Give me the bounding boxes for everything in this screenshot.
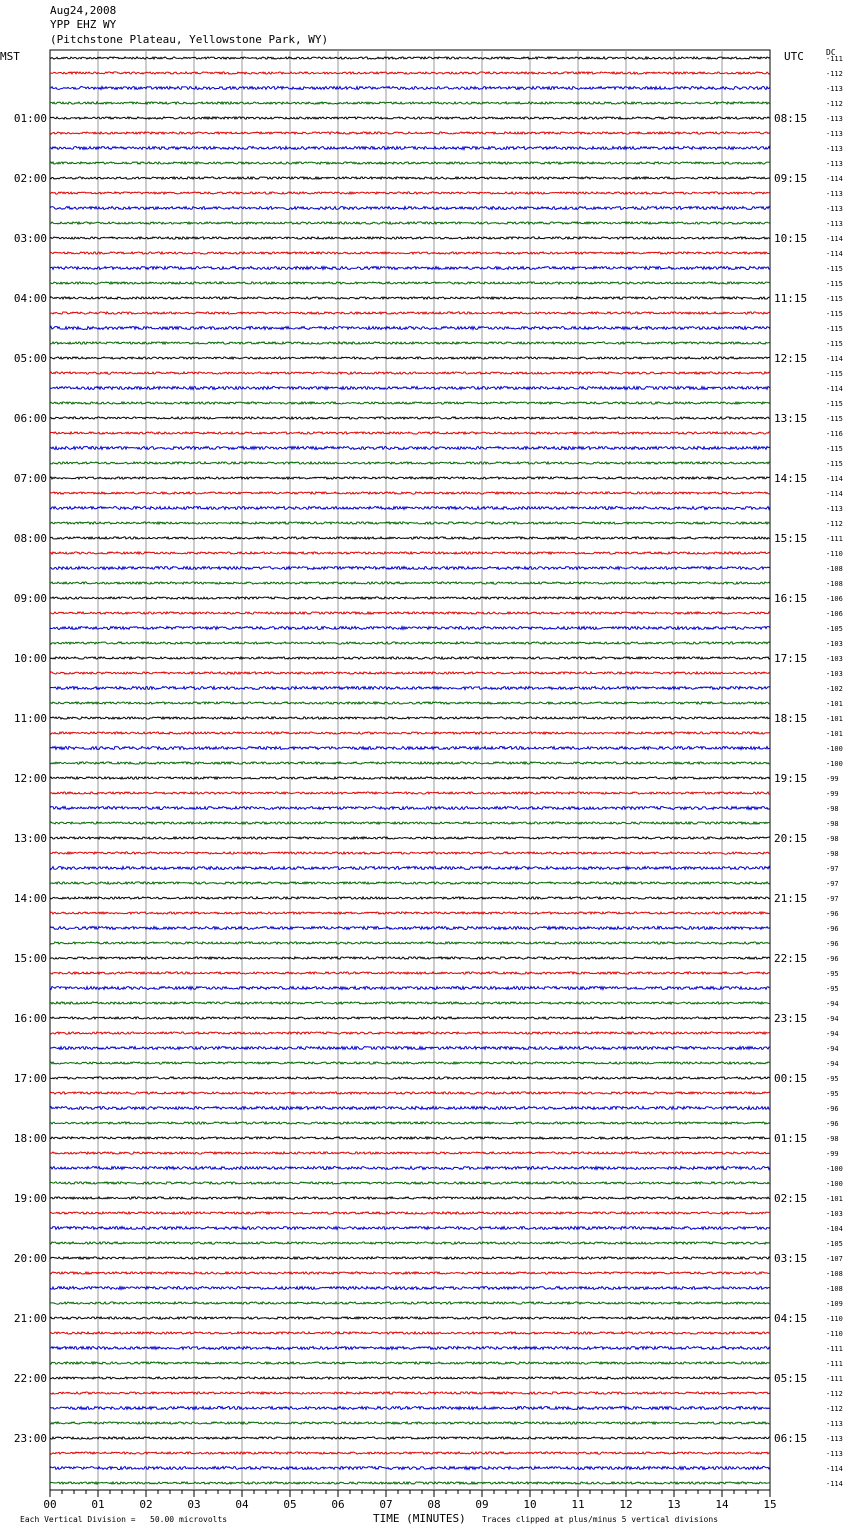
x-tick-label: 03: [187, 1498, 201, 1511]
trace-line: [50, 252, 770, 254]
dc-offset-label: -104: [826, 1225, 843, 1233]
dc-offset-label: -111: [826, 55, 843, 63]
trace-line: [50, 1467, 770, 1470]
mst-hour-label: 20:00: [13, 1252, 47, 1265]
dc-offset-label: -98: [826, 805, 839, 813]
dc-offset-label: -114: [826, 490, 843, 498]
trace-line: [50, 1392, 770, 1394]
dc-offset-label: -94: [826, 1000, 839, 1008]
plot-station: YPP EHZ WY: [50, 18, 117, 31]
trace-line: [50, 687, 770, 690]
trace-line: [50, 1212, 770, 1214]
trace-line: [50, 342, 770, 344]
dc-offset-label: -103: [826, 1210, 843, 1218]
utc-hour-label: 13:15: [774, 412, 808, 425]
utc-hour-label: 10:15: [774, 232, 808, 245]
dc-offset-label: -111: [826, 535, 843, 543]
utc-hour-label: 02:15: [774, 1192, 808, 1205]
trace-line: [50, 132, 770, 134]
dc-offset-header: DC: [826, 48, 836, 57]
left-timezone-label: MST: [0, 50, 20, 63]
dc-offset-label: -108: [826, 1270, 843, 1278]
mst-hour-label: 22:00: [13, 1372, 47, 1385]
dc-offset-label: -115: [826, 400, 843, 408]
dc-offset-label: -113: [826, 160, 843, 168]
dc-offset-label: -97: [826, 865, 839, 873]
trace-line: [50, 357, 770, 359]
trace-line: [50, 1032, 770, 1034]
dc-offset-label: -96: [826, 925, 839, 933]
trace-line: [50, 297, 770, 299]
dc-offset-label: -94: [826, 1045, 839, 1053]
dc-offset-label: -98: [826, 835, 839, 843]
dc-offset-label: -114: [826, 475, 843, 483]
dc-offset-label: -113: [826, 130, 843, 138]
trace-line: [50, 567, 770, 570]
dc-offset-label: -114: [826, 235, 843, 243]
mst-hour-label: 14:00: [13, 892, 47, 905]
trace-line: [50, 822, 770, 824]
trace-line: [50, 762, 770, 764]
dc-offset-label: -108: [826, 1285, 843, 1293]
dc-offset-label: -108: [826, 565, 843, 573]
dc-offset-label: -114: [826, 1465, 843, 1473]
mst-hour-label: 01:00: [13, 112, 47, 125]
utc-hour-label: 05:15: [774, 1372, 808, 1385]
dc-offset-label: -100: [826, 745, 843, 753]
x-tick-label: 11: [571, 1498, 585, 1511]
trace-line: [50, 1227, 770, 1230]
trace-line: [50, 237, 770, 239]
trace-line: [50, 882, 770, 884]
dc-offset-label: -112: [826, 1390, 843, 1398]
x-tick-label: 06: [331, 1498, 345, 1511]
x-tick-label: 00: [43, 1498, 57, 1511]
mst-hour-label: 06:00: [13, 412, 47, 425]
x-tick-label: 08: [427, 1498, 441, 1511]
trace-line: [50, 447, 770, 450]
mst-hour-label: 16:00: [13, 1012, 47, 1025]
mst-hour-label: 11:00: [13, 712, 47, 725]
dc-offset-label: -113: [826, 505, 843, 513]
dc-offset-label: -113: [826, 115, 843, 123]
dc-offset-label: -115: [826, 310, 843, 318]
trace-line: [50, 87, 770, 90]
dc-offset-label: -112: [826, 70, 843, 78]
dc-offset-label: -95: [826, 1075, 839, 1083]
trace-line: [50, 267, 770, 270]
dc-offset-label: -101: [826, 730, 843, 738]
dc-offset-label: -114: [826, 355, 843, 363]
x-tick-label: 13: [667, 1498, 681, 1511]
trace-line: [50, 1317, 770, 1319]
trace-line: [50, 672, 770, 674]
trace-line: [50, 852, 770, 854]
dc-offset-label: -100: [826, 1180, 843, 1188]
trace-line: [50, 717, 770, 719]
dc-offset-label: -115: [826, 370, 843, 378]
plot-location: (Pitchstone Plateau, Yellowstone Park, WY): [50, 33, 329, 46]
clip-note: Traces clipped at plus/minus 5 vertical divisions: [482, 1515, 719, 1524]
trace-line: [50, 987, 770, 990]
trace-line: [50, 912, 770, 914]
trace-line: [50, 927, 770, 930]
mst-hour-label: 17:00: [13, 1072, 47, 1085]
dc-offset-label: -110: [826, 1330, 843, 1338]
trace-line: [50, 327, 770, 330]
dc-offset-label: -95: [826, 1090, 839, 1098]
trace-line: [50, 402, 770, 404]
trace-line: [50, 1137, 770, 1139]
utc-hour-label: 08:15: [774, 112, 808, 125]
mst-hour-label: 18:00: [13, 1132, 47, 1145]
trace-line: [50, 522, 770, 524]
trace-line: [50, 372, 770, 374]
dc-offset-label: -113: [826, 1435, 843, 1443]
dc-offset-label: -96: [826, 910, 839, 918]
dc-offset-label: -101: [826, 700, 843, 708]
dc-offset-label: -94: [826, 1060, 839, 1068]
utc-hour-label: 20:15: [774, 832, 808, 845]
dc-offset-label: -101: [826, 1195, 843, 1203]
dc-offset-label: -107: [826, 1255, 843, 1263]
utc-hour-label: 00:15: [774, 1072, 808, 1085]
dc-offset-label: -106: [826, 595, 843, 603]
dc-offset-label: -103: [826, 670, 843, 678]
dc-offset-label: -97: [826, 880, 839, 888]
trace-line: [50, 387, 770, 390]
trace-line: [50, 117, 770, 119]
dc-offset-label: -98: [826, 1135, 839, 1143]
dc-offset-label: -112: [826, 1405, 843, 1413]
trace-line: [50, 177, 770, 179]
utc-hour-label: 18:15: [774, 712, 808, 725]
mst-hour-label: 02:00: [13, 172, 47, 185]
x-tick-label: 04: [235, 1498, 249, 1511]
trace-line: [50, 732, 770, 734]
trace-line: [50, 1092, 770, 1094]
trace-line: [50, 312, 770, 314]
dc-offset-label: -114: [826, 250, 843, 258]
dc-offset-label: -113: [826, 1450, 843, 1458]
trace-line: [50, 192, 770, 194]
dc-offset-label: -115: [826, 265, 843, 273]
x-tick-label: 10: [523, 1498, 537, 1511]
trace-line: [50, 417, 770, 419]
trace-line: [50, 957, 770, 959]
dc-offset-label: -99: [826, 790, 839, 798]
dc-offset-label: -103: [826, 640, 843, 648]
dc-offset-label: -115: [826, 295, 843, 303]
trace-line: [50, 1242, 770, 1244]
trace-line: [50, 477, 770, 479]
trace-line: [50, 147, 770, 150]
trace-line: [50, 582, 770, 584]
trace-line: [50, 1077, 770, 1079]
trace-line: [50, 777, 770, 779]
utc-hour-label: 21:15: [774, 892, 808, 905]
trace-line: [50, 627, 770, 630]
utc-hour-label: 11:15: [774, 292, 808, 305]
trace-line: [50, 1377, 770, 1379]
mst-hour-label: 09:00: [13, 592, 47, 605]
trace-line: [50, 1152, 770, 1154]
utc-hour-label: 15:15: [774, 532, 808, 545]
dc-offset-label: -100: [826, 1165, 843, 1173]
trace-line: [50, 162, 770, 164]
dc-offset-label: -96: [826, 940, 839, 948]
trace-line: [50, 1347, 770, 1350]
trace-line: [50, 207, 770, 210]
trace-line: [50, 1107, 770, 1110]
plot-date: Aug24,2008: [50, 4, 117, 17]
mst-hour-label: 03:00: [13, 232, 47, 245]
dc-offset-label: -113: [826, 220, 843, 228]
dc-offset-label: -111: [826, 1345, 843, 1353]
dc-offset-label: -100: [826, 760, 843, 768]
dc-offset-label: -99: [826, 1150, 839, 1158]
trace-line: [50, 1257, 770, 1259]
trace-line: [50, 1422, 770, 1424]
trace-line: [50, 942, 770, 944]
x-tick-label: 02: [139, 1498, 153, 1511]
dc-offset-label: -94: [826, 1015, 839, 1023]
mst-hour-label: 21:00: [13, 1312, 47, 1325]
dc-offset-label: -110: [826, 550, 843, 558]
dc-offset-label: -96: [826, 1120, 839, 1128]
utc-hour-label: 16:15: [774, 592, 808, 605]
dc-offset-label: -94: [826, 1030, 839, 1038]
dc-offset-label: -102: [826, 685, 843, 693]
trace-line: [50, 1272, 770, 1274]
dc-offset-label: -101: [826, 715, 843, 723]
trace-line: [50, 972, 770, 974]
dc-offset-label: -115: [826, 460, 843, 468]
dc-offset-label: -114: [826, 385, 843, 393]
utc-hour-label: 04:15: [774, 1312, 808, 1325]
x-tick-label: 12: [619, 1498, 633, 1511]
trace-line: [50, 1122, 770, 1124]
dc-offset-label: -112: [826, 520, 843, 528]
trace-line: [50, 552, 770, 554]
x-tick-label: 07: [379, 1498, 393, 1511]
utc-hour-label: 23:15: [774, 1012, 808, 1025]
dc-offset-label: -106: [826, 610, 843, 618]
dc-offset-label: -115: [826, 340, 843, 348]
trace-line: [50, 867, 770, 870]
dc-offset-label: -111: [826, 1375, 843, 1383]
trace-line: [50, 537, 770, 539]
utc-hour-label: 09:15: [774, 172, 808, 185]
trace-line: [50, 222, 770, 224]
utc-hour-label: 14:15: [774, 472, 808, 485]
dc-offset-label: -105: [826, 625, 843, 633]
trace-line: [50, 747, 770, 750]
mst-hour-label: 10:00: [13, 652, 47, 665]
trace-line: [50, 1437, 770, 1439]
mst-hour-label: 23:00: [13, 1432, 47, 1445]
mst-hour-label: 08:00: [13, 532, 47, 545]
utc-hour-label: 01:15: [774, 1132, 808, 1145]
trace-line: [50, 1167, 770, 1170]
dc-offset-label: -113: [826, 1420, 843, 1428]
trace-line: [50, 642, 770, 644]
mst-hour-label: 15:00: [13, 952, 47, 965]
dc-offset-label: -111: [826, 1360, 843, 1368]
trace-line: [50, 462, 770, 464]
dc-offset-label: -96: [826, 1105, 839, 1113]
trace-line: [50, 1302, 770, 1304]
trace-line: [50, 702, 770, 704]
utc-hour-label: 03:15: [774, 1252, 808, 1265]
trace-line: [50, 1002, 770, 1004]
x-tick-label: 14: [715, 1498, 729, 1511]
dc-offset-label: -97: [826, 895, 839, 903]
x-axis-title: TIME (MINUTES): [373, 1512, 466, 1525]
utc-hour-label: 22:15: [774, 952, 808, 965]
dc-offset-label: -99: [826, 775, 839, 783]
x-tick-label: 05: [283, 1498, 297, 1511]
x-tick-label: 09: [475, 1498, 489, 1511]
trace-line: [50, 597, 770, 599]
dc-offset-label: -116: [826, 430, 843, 438]
trace-line: [50, 492, 770, 494]
dc-offset-label: -96: [826, 955, 839, 963]
dc-offset-label: -115: [826, 415, 843, 423]
dc-offset-label: -110: [826, 1315, 843, 1323]
utc-hour-label: 12:15: [774, 352, 808, 365]
trace-line: [50, 57, 770, 59]
dc-offset-label: -113: [826, 145, 843, 153]
trace-line: [50, 1047, 770, 1050]
trace-line: [50, 1482, 770, 1484]
dc-offset-label: -113: [826, 205, 843, 213]
trace-line: [50, 1332, 770, 1334]
dc-offset-label: -109: [826, 1300, 843, 1308]
trace-line: [50, 102, 770, 104]
mst-hour-label: 07:00: [13, 472, 47, 485]
division-note: Each Vertical Division = 50.00 microvolts: [20, 1515, 228, 1524]
trace-line: [50, 1362, 770, 1364]
trace-line: [50, 837, 770, 839]
mst-hour-label: 12:00: [13, 772, 47, 785]
trace-line: [50, 507, 770, 510]
dc-offset-label: -113: [826, 85, 843, 93]
utc-hour-label: 19:15: [774, 772, 808, 785]
dc-offset-label: -105: [826, 1240, 843, 1248]
dc-offset-label: -113: [826, 190, 843, 198]
right-timezone-label: UTC: [784, 50, 804, 63]
utc-hour-label: 17:15: [774, 652, 808, 665]
dc-offset-label: -114: [826, 175, 843, 183]
trace-line: [50, 282, 770, 284]
x-tick-label: 01: [91, 1498, 105, 1511]
trace-line: [50, 1197, 770, 1199]
dc-offset-label: -98: [826, 820, 839, 828]
trace-line: [50, 72, 770, 74]
mst-hour-label: 19:00: [13, 1192, 47, 1205]
trace-line: [50, 657, 770, 659]
trace-line: [50, 1287, 770, 1290]
trace-line: [50, 807, 770, 810]
trace-line: [50, 432, 770, 434]
dc-offset-label: -112: [826, 100, 843, 108]
mst-hour-label: 04:00: [13, 292, 47, 305]
trace-line: [50, 1452, 770, 1454]
dc-offset-label: -115: [826, 445, 843, 453]
trace-line: [50, 1182, 770, 1184]
trace-line: [50, 1017, 770, 1019]
trace-line: [50, 612, 770, 614]
trace-line: [50, 897, 770, 899]
dc-offset-label: -114: [826, 1480, 843, 1488]
dc-offset-label: -98: [826, 850, 839, 858]
dc-offset-label: -95: [826, 985, 839, 993]
x-tick-label: 15: [763, 1498, 777, 1511]
mst-hour-label: 13:00: [13, 832, 47, 845]
dc-offset-label: -115: [826, 325, 843, 333]
dc-offset-label: -115: [826, 280, 843, 288]
dc-offset-label: -95: [826, 970, 839, 978]
trace-line: [50, 792, 770, 794]
dc-offset-label: -108: [826, 580, 843, 588]
utc-hour-label: 06:15: [774, 1432, 808, 1445]
dc-offset-label: -103: [826, 655, 843, 663]
trace-line: [50, 1407, 770, 1410]
trace-line: [50, 1062, 770, 1064]
mst-hour-label: 05:00: [13, 352, 47, 365]
